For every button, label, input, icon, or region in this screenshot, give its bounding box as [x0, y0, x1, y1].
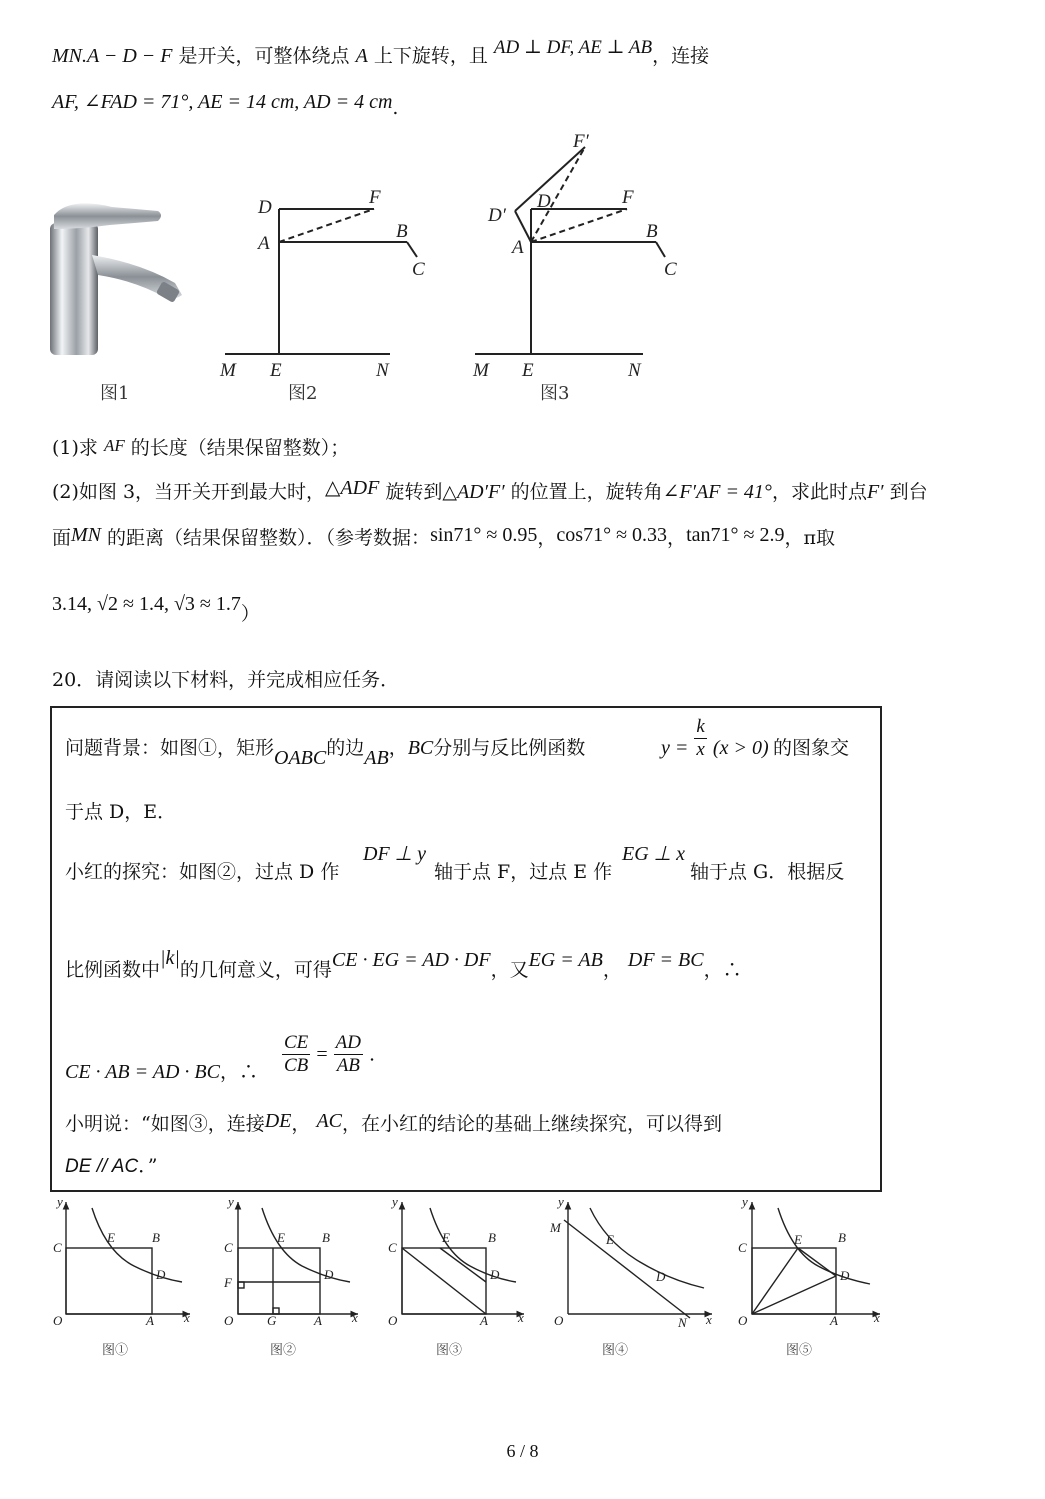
text: 的几何意义，可得 — [179, 959, 332, 981]
text: 到台 — [883, 481, 928, 503]
denominator: x — [696, 739, 705, 760]
text: 面 — [52, 527, 72, 549]
text: 的距离（结果保留整数）．（参考数据： — [101, 527, 431, 549]
math-cond: (x > 0) — [712, 736, 769, 759]
period: . — [369, 1043, 376, 1066]
box-line-7 — [65, 1154, 157, 1179]
fig3-label-dprime: D′ — [488, 205, 506, 226]
fig2-label-a: A — [258, 233, 270, 254]
math-af: AF — [103, 436, 125, 455]
faucet-image — [50, 203, 182, 355]
g3-c: C — [388, 1240, 397, 1255]
math-abs-k: |k| — [160, 947, 180, 969]
g4-x: x — [706, 1312, 712, 1327]
g5-b: B — [838, 1230, 846, 1245]
fig2-label-e: E — [270, 360, 282, 381]
g1-y: y — [57, 1194, 63, 1209]
text: ，在小红的结论的基础上继续探究，可以得到 — [342, 1113, 723, 1135]
text: ，连接 — [652, 45, 710, 67]
math: OABC — [274, 747, 327, 769]
g1-o: O — [53, 1313, 63, 1328]
fig3-caption: 图3 — [540, 383, 570, 404]
math: AB — [364, 747, 389, 769]
math: AC — [316, 1110, 343, 1132]
fig3-label-f: F — [622, 187, 634, 208]
text: ， — [602, 959, 622, 981]
text: 上下旋转，且 — [367, 45, 494, 67]
fig3-label-b: B — [646, 221, 658, 242]
g2-x: x — [352, 1310, 358, 1325]
math: AD′F′ — [456, 481, 505, 503]
fig3-label-c: C — [664, 259, 677, 280]
denominator: AB — [336, 1055, 360, 1076]
math-y: y = — [661, 736, 689, 759]
text: 小明说：“如图③，连接 — [65, 1113, 265, 1135]
text: 问题背景：如图①，矩形 — [65, 737, 275, 759]
fig2-label-m: M — [220, 360, 236, 381]
g1-e: E — [107, 1230, 115, 1245]
xh-e: 轴于点 G．根据反 — [690, 861, 845, 883]
fig2-diagram — [225, 209, 417, 354]
g1-d: D — [156, 1267, 166, 1282]
numerator: CE — [284, 1032, 309, 1053]
g2-a: A — [314, 1313, 322, 1328]
math: ∠F′AF = 41° — [662, 481, 772, 503]
math-mn-adf: MN.A − D − F — [52, 45, 173, 67]
fig2-label-n: N — [376, 360, 389, 381]
numerator: k — [696, 716, 705, 737]
math-perp: AD ⊥ DF, AE ⊥ AB — [493, 37, 653, 58]
g5-y: y — [742, 1194, 748, 1209]
g4-y: y — [558, 1194, 564, 1209]
text: (1)求 — [52, 437, 104, 459]
g2-f: F — [224, 1275, 232, 1290]
text: 的边 — [326, 737, 365, 759]
numerator: AD — [335, 1032, 361, 1053]
g5-c: C — [738, 1240, 747, 1255]
q1 — [52, 436, 349, 461]
box-line-6 — [65, 1112, 722, 1136]
text: ） — [240, 603, 260, 625]
g2-d: D — [324, 1267, 334, 1282]
math-a: A — [355, 45, 368, 67]
g3-d: D — [490, 1267, 500, 1282]
denominator: CB — [284, 1055, 309, 1076]
g2-e: E — [277, 1230, 285, 1245]
g4-m: M — [550, 1220, 561, 1235]
g3-x: x — [518, 1310, 524, 1325]
graph-4 — [564, 1202, 712, 1318]
math: DE — [264, 1110, 292, 1132]
g1-a: A — [146, 1313, 154, 1328]
math-givens: AF, ∠FAD = 71°, AE = 14 cm, AD = 4 cm — [52, 91, 393, 113]
fig2-label-d: D — [258, 197, 272, 218]
box-line-2: 于点 D，E． — [65, 801, 177, 823]
q2-cont — [52, 526, 835, 550]
g3-a: A — [480, 1313, 488, 1328]
box-line-5-fracs — [282, 1032, 375, 1077]
g5-caption: 图⑤ — [786, 1343, 813, 1358]
g3-y: y — [392, 1194, 398, 1209]
g4-e: E — [606, 1232, 614, 1247]
fraction-ce-cb — [282, 1032, 310, 1077]
fig3-label-n: N — [628, 360, 641, 381]
box-line-1-end: 的图象交 — [773, 737, 850, 759]
fig2-label-c: C — [412, 259, 425, 280]
math: DE // AC — [65, 1156, 139, 1177]
g2-c: C — [224, 1240, 233, 1255]
math: EG = AB — [528, 949, 603, 971]
graph-5 — [752, 1202, 880, 1314]
figures-19 — [40, 125, 720, 410]
g2-y: y — [228, 1194, 234, 1209]
text: 小红的探究：如图②，过点 D 作 — [65, 861, 340, 883]
fig3-label-a: A — [512, 237, 524, 258]
q2 — [52, 477, 928, 504]
g1-x: x — [184, 1310, 190, 1325]
equals: = — [316, 1043, 328, 1066]
g4-caption: 图④ — [602, 1343, 629, 1358]
g3-caption: 图③ — [436, 1343, 463, 1358]
math: △ADF — [325, 477, 380, 499]
xh-eg: EG ⊥ x — [622, 843, 685, 865]
fig2-label-f: F — [369, 187, 381, 208]
text: ， — [667, 527, 687, 549]
fig2-caption: 图2 — [288, 383, 318, 404]
math: DF = BC — [627, 949, 704, 971]
math: CE · AB = AD · BC — [65, 1061, 220, 1083]
g2-b: B — [322, 1230, 330, 1245]
text: ，π取 — [784, 527, 835, 549]
text: . — [392, 97, 399, 119]
q2-ref — [52, 592, 260, 625]
box-line-3 — [65, 860, 339, 884]
graph-2 — [238, 1202, 358, 1314]
g5-a: A — [830, 1313, 838, 1328]
text: 的长度（结果保留整数）； — [124, 437, 350, 459]
g4-o: O — [554, 1313, 564, 1328]
g1-b: B — [152, 1230, 160, 1245]
fig2-label-b: B — [396, 221, 408, 242]
fraction-k-over-x — [694, 716, 706, 761]
text: ，又 — [490, 959, 529, 981]
g5-d: D — [840, 1268, 850, 1283]
graphs-20 — [40, 1194, 900, 1364]
box-line-1-formula — [661, 716, 769, 761]
graph-3 — [402, 1202, 524, 1314]
g4-n: N — [678, 1315, 687, 1330]
g1-caption: 图① — [102, 1343, 129, 1358]
text: 分别与反比例函数 — [433, 737, 586, 759]
g4-d: D — [656, 1269, 666, 1284]
fig3-label-m: M — [473, 360, 489, 381]
g3-b: B — [488, 1230, 496, 1245]
math: tan71° ≈ 2.9 — [686, 524, 785, 546]
p20-heading: 20．请阅读以下材料，并完成相应任务． — [52, 669, 400, 691]
fig1-caption: 图1 — [100, 383, 130, 404]
g3-e: E — [442, 1230, 450, 1245]
g5-x: x — [874, 1310, 880, 1325]
p19-line-2 — [52, 90, 399, 119]
graph-1 — [66, 1202, 190, 1314]
page-number: 6 / 8 — [506, 1441, 539, 1461]
xh-c: 轴于点 F，过点 E 作 — [434, 861, 613, 883]
g3-o: O — [388, 1313, 398, 1328]
text: 是开关，可整体绕点 — [172, 45, 356, 67]
text: (2)如图 3，当开关开到最大时， — [52, 481, 326, 503]
math: sin71° ≈ 0.95 — [430, 524, 538, 546]
fig3-diagram — [475, 147, 665, 354]
g1-c: C — [53, 1240, 62, 1255]
text: ，∴ — [219, 1061, 258, 1083]
box-line-1 — [65, 736, 586, 769]
g2-g: G — [267, 1313, 277, 1328]
text: ．” — [138, 1155, 158, 1177]
xh-df: DF ⊥ y — [363, 843, 426, 865]
g5-o: O — [738, 1313, 748, 1328]
fig3-label-d: D — [537, 191, 551, 212]
box-line-4 — [65, 947, 742, 982]
text: ， — [537, 527, 557, 549]
math: MN — [71, 524, 102, 546]
text: ，求此时点 — [771, 481, 867, 503]
g2-o: O — [224, 1313, 234, 1328]
fraction-ad-ab — [334, 1032, 363, 1077]
text: ， — [291, 1113, 311, 1135]
math: CE · EG = AD · DF — [331, 949, 491, 971]
p19-line-1 — [52, 37, 710, 69]
fig3-label-e: E — [522, 360, 534, 381]
math: cos71° ≈ 0.33 — [556, 524, 668, 546]
math: BC — [407, 737, 434, 759]
text: 旋转到△ — [379, 481, 457, 503]
g5-e: E — [794, 1232, 802, 1247]
box-line-5 — [65, 1060, 258, 1084]
fig3-label-fprime: F′ — [573, 131, 589, 152]
text: 的位置上，旋转角 — [504, 481, 663, 503]
math: 3.14, √2 ≈ 1.4, √3 ≈ 1.7 — [52, 593, 241, 615]
text: 比例函数中 — [65, 959, 161, 981]
text: ，∴ — [703, 959, 742, 981]
g2-caption: 图② — [270, 1343, 297, 1358]
text: ， — [388, 737, 408, 759]
math: F′ — [866, 481, 884, 503]
